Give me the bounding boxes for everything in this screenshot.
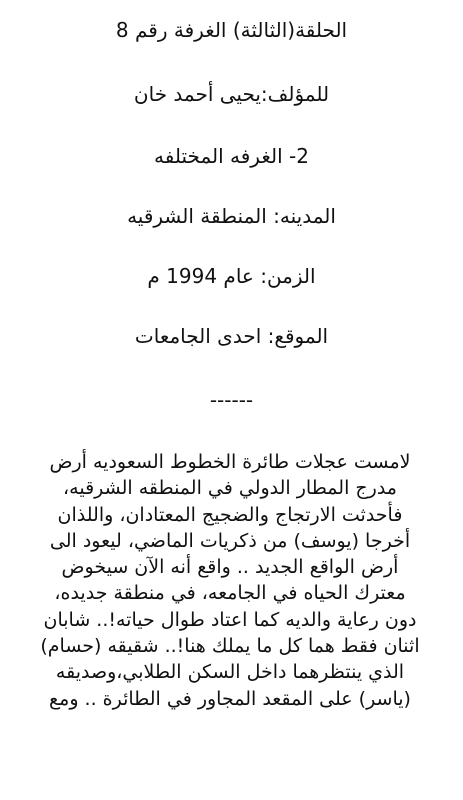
body-line: مدرج المطار الدولي في المنطقه الشرقيه،	[63, 477, 397, 500]
body-line: (ياسر) على المقعد المجاور في الطائرة .. ومع	[49, 687, 411, 710]
body-line: فأحدثت الارتجاج والضجيج المعتادان، واللذان	[57, 503, 403, 526]
section-separator: ------	[209, 388, 254, 412]
time-line: الزمن: عام 1994 م	[147, 264, 316, 288]
body-line: أرض الواقع الجديد .. واقع أنه الآن سيخوض	[61, 556, 399, 579]
chapter-title: 2- الغرفه المختلفه	[154, 144, 309, 168]
episode-title: الحلقة(الثالثة) الغرفة رقم 8	[115, 18, 348, 42]
body-line: دون رعاية والديه كما اعتاد طوال حياته!.. شابان	[43, 608, 417, 631]
location-line: الموقع: احدى الجامعات	[134, 324, 329, 348]
body-line: اثنان فقط هما كل ما يملك هنا!.. شقيقه (حسام)	[40, 635, 420, 658]
body-line: معترك الحياه في الجامعه، في منطقة جديده،	[54, 582, 406, 605]
body-line: الذي ينتظرهما داخل السكن الطلابي،وصديقه	[55, 661, 405, 684]
body-line: أخرجا (يوسف) من ذكريات الماضي، ليعود الى	[49, 529, 411, 552]
body-line: لامست عجلات طائرة الخطوط السعوديه أرض	[49, 451, 411, 473]
city-line: المدينه: المنطقة الشرقيه	[127, 204, 336, 228]
author-line: للمؤلف:يحيى أحمد خان	[133, 82, 330, 106]
story-body	[10, 449, 450, 712]
